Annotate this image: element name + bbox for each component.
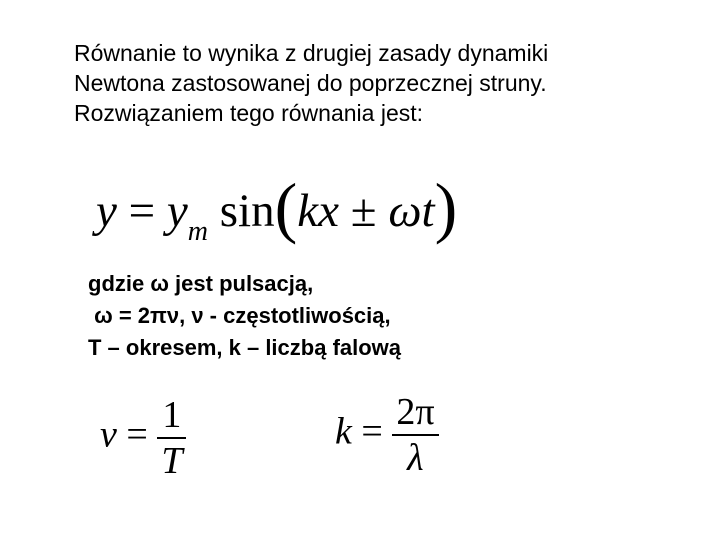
omega-symbol-2: ω [94,303,113,328]
definition-line-1-text: jest pulsacją, [168,271,314,296]
nu-numerator: 1 [162,394,182,436]
definition-line-3: T – okresem, k – liczbą falową [88,335,402,360]
eq-equals: = [128,185,156,237]
eq-amplitude-sub: m [187,216,208,247]
eq-t: t [421,185,435,237]
definition-line-1: gdzie ω jest pulsacją, [88,271,314,296]
wave-equation [96,168,457,253]
k-formula [335,390,439,480]
nu-denominator: T [157,437,186,483]
omega-symbol: ω [150,271,169,296]
eq-close-paren: ) [434,169,458,245]
nu-fraction [157,393,186,483]
nu-symbol: ν [100,413,117,456]
k-equals: = [361,410,383,453]
intro-line-2: Newtona zastosowanej do poprzecznej struny. [74,70,547,96]
intro-line-1: Równanie to wynika z drugiej zasady dynamiki [74,40,549,66]
nu-formula [100,393,186,483]
definitions [88,268,688,364]
k-denominator: λ [392,434,438,480]
eq-omega: ω [388,185,422,237]
eq-k: k [297,185,319,237]
nu-equals: = [126,413,148,456]
eq-sin: sin [219,185,275,237]
intro-text [74,38,714,128]
eq-plus-minus: ± [350,185,377,237]
eq-y: y [96,185,117,237]
eq-open-paren: ( [274,169,298,245]
definition-line-2 [88,300,688,332]
k-fraction [392,390,438,480]
eq-x: x [318,185,340,237]
k-numerator: 2π [396,391,435,433]
k-symbol: k [335,410,352,453]
intro-line-3: Rozwiązaniem tego równania jest: [74,100,424,126]
definition-line-2-text: = 2πν, ν - częstotliwością, [112,303,391,328]
eq-amplitude: y [166,185,188,237]
